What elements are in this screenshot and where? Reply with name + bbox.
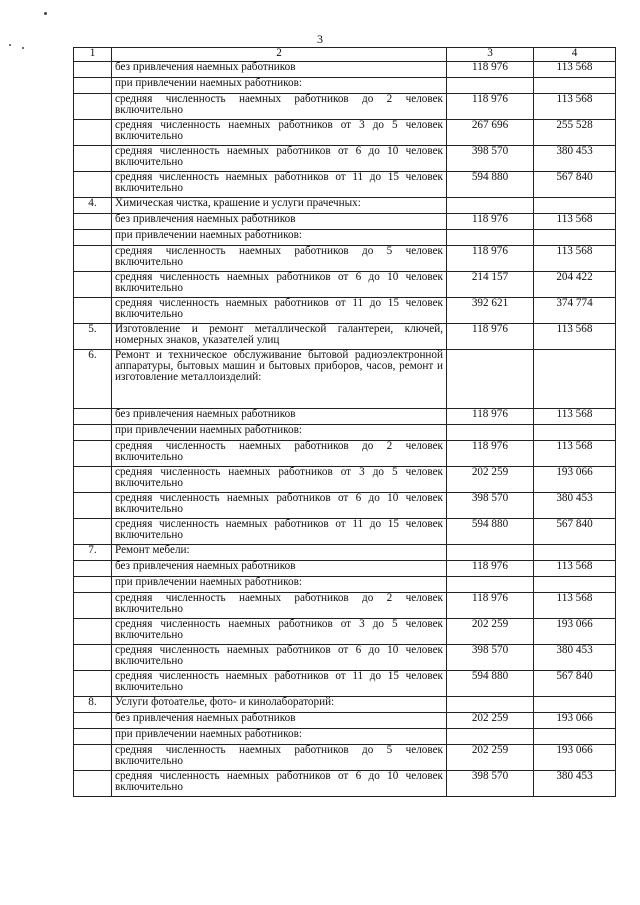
row-number xyxy=(74,593,112,619)
table-row xyxy=(74,441,616,467)
row-number xyxy=(74,519,112,545)
table-row xyxy=(74,78,616,94)
table-row xyxy=(74,172,616,198)
row-value-col4: 113 568 xyxy=(534,214,616,230)
table-row xyxy=(74,324,616,350)
table-row xyxy=(74,198,616,214)
row-number xyxy=(74,214,112,230)
table-row xyxy=(74,62,616,78)
row-description: Химическая чистка, крашение и услуги прачечных: xyxy=(112,198,447,214)
table-row xyxy=(74,214,616,230)
row-number xyxy=(74,146,112,172)
row-value-col4 xyxy=(534,545,616,561)
row-number xyxy=(74,577,112,593)
table-row xyxy=(74,120,616,146)
page-number: 3 xyxy=(317,32,323,46)
table-row xyxy=(74,545,616,561)
row-description: средняя численность наемных работников от 6 до 10 человек включительно xyxy=(112,493,447,519)
row-number xyxy=(74,409,112,425)
row-value-col3: 118 976 xyxy=(447,593,534,619)
row-value-col4: 204 422 xyxy=(534,272,616,298)
row-number xyxy=(74,298,112,324)
row-number xyxy=(74,94,112,120)
row-value-col4: 567 840 xyxy=(534,671,616,697)
row-description: средняя численность наемных работников до 2 человек включительно xyxy=(112,441,447,467)
row-value-col4 xyxy=(534,198,616,214)
row-value-col3 xyxy=(447,545,534,561)
row-number xyxy=(74,771,112,797)
row-value-col4: 380 453 xyxy=(534,146,616,172)
row-value-col3 xyxy=(447,198,534,214)
row-value-col3 xyxy=(447,729,534,745)
row-value-col3: 398 570 xyxy=(447,645,534,671)
table-row xyxy=(74,561,616,577)
row-description: при привлечении наемных работников: xyxy=(112,230,447,246)
row-description: средняя численность наемных работников от 6 до 10 человек включительно xyxy=(112,146,447,172)
row-number: 7. xyxy=(74,545,112,561)
row-value-col3: 594 880 xyxy=(447,172,534,198)
row-number xyxy=(74,230,112,246)
row-value-col4 xyxy=(534,230,616,246)
row-description: при привлечении наемных работников: xyxy=(112,729,447,745)
table-row xyxy=(74,697,616,713)
row-value-col4: 567 840 xyxy=(534,519,616,545)
row-value-col4: 193 066 xyxy=(534,713,616,729)
row-number xyxy=(74,745,112,771)
row-value-col3: 202 259 xyxy=(447,467,534,493)
row-value-col3: 202 259 xyxy=(447,619,534,645)
row-value-col3: 594 880 xyxy=(447,519,534,545)
table-row xyxy=(74,94,616,120)
row-value-col4: 113 568 xyxy=(534,593,616,619)
row-value-col3: 214 157 xyxy=(447,272,534,298)
column-header: 2 xyxy=(112,48,447,62)
row-value-col4 xyxy=(534,697,616,713)
table-row xyxy=(74,146,616,172)
row-value-col4: 113 568 xyxy=(534,62,616,78)
row-number xyxy=(74,62,112,78)
row-description: средняя численность наемных работников до 2 человек включительно xyxy=(112,94,447,120)
row-value-col4 xyxy=(534,350,616,409)
row-description: средняя численность наемных работников от 11 до 15 человек включительно xyxy=(112,519,447,545)
row-value-col4: 113 568 xyxy=(534,561,616,577)
row-description: средняя численность наемных работников от 6 до 10 человек включительно xyxy=(112,771,447,797)
row-description: при привлечении наемных работников: xyxy=(112,78,447,94)
row-value-col3: 118 976 xyxy=(447,441,534,467)
column-header: 3 xyxy=(447,48,534,62)
row-value-col4: 380 453 xyxy=(534,493,616,519)
row-value-col4: 380 453 xyxy=(534,771,616,797)
row-value-col4: 255 528 xyxy=(534,120,616,146)
row-value-col4: 193 066 xyxy=(534,467,616,493)
row-description: средняя численность наемных работников от 6 до 10 человек включительно xyxy=(112,645,447,671)
row-description: Услуги фотоателье, фото- и кинолабораторий: xyxy=(112,697,447,713)
row-value-col3 xyxy=(447,78,534,94)
row-value-col4: 374 774 xyxy=(534,298,616,324)
row-value-col3 xyxy=(447,577,534,593)
row-number xyxy=(74,493,112,519)
table-row xyxy=(74,467,616,493)
table-row xyxy=(74,645,616,671)
row-description: без привлечения наемных работников xyxy=(112,409,447,425)
row-value-col3: 118 976 xyxy=(447,94,534,120)
row-value-col4 xyxy=(534,78,616,94)
table-row xyxy=(74,298,616,324)
row-value-col4: 193 066 xyxy=(534,745,616,771)
table-row xyxy=(74,425,616,441)
row-description: средняя численность наемных работников до 2 человек включительно xyxy=(112,593,447,619)
row-value-col3: 594 880 xyxy=(447,671,534,697)
row-value-col4: 113 568 xyxy=(534,94,616,120)
row-value-col4: 113 568 xyxy=(534,409,616,425)
row-value-col3: 118 976 xyxy=(447,62,534,78)
row-description: без привлечения наемных работников xyxy=(112,561,447,577)
row-number xyxy=(74,619,112,645)
table-row xyxy=(74,272,616,298)
row-value-col3: 392 621 xyxy=(447,298,534,324)
row-value-col4 xyxy=(534,729,616,745)
table-row xyxy=(74,230,616,246)
table-row xyxy=(74,350,616,409)
row-description: средняя численность наемных работников от 3 до 5 человек включительно xyxy=(112,619,447,645)
row-value-col3: 398 570 xyxy=(447,146,534,172)
row-value-col4: 113 568 xyxy=(534,441,616,467)
scan-speck xyxy=(44,12,47,15)
table-row xyxy=(74,519,616,545)
row-description: Ремонт мебели: xyxy=(112,545,447,561)
row-number xyxy=(74,120,112,146)
column-header: 1 xyxy=(74,48,112,62)
row-description: Изготовление и ремонт металлической галантереи, ключей, номерных знаков, указателей улиц xyxy=(112,324,447,350)
row-value-col4: 567 840 xyxy=(534,172,616,198)
row-value-col3 xyxy=(447,425,534,441)
row-description: Ремонт и техническое обслуживание бытовой радиоэлектронной аппаратуры, бытовых машин и бытовых приборов, часов, ремонт и изготовление металлоизделий: xyxy=(112,350,447,409)
row-number xyxy=(74,425,112,441)
row-value-col3: 118 976 xyxy=(447,246,534,272)
row-value-col3: 118 976 xyxy=(447,324,534,350)
row-value-col4 xyxy=(534,577,616,593)
row-number xyxy=(74,246,112,272)
row-description: без привлечения наемных работников xyxy=(112,713,447,729)
table-row xyxy=(74,577,616,593)
row-value-col3: 202 259 xyxy=(447,745,534,771)
row-number xyxy=(74,729,112,745)
row-description: средняя численность наемных работников от 11 до 15 человек включительно xyxy=(112,671,447,697)
row-value-col3 xyxy=(447,697,534,713)
row-number xyxy=(74,78,112,94)
table-row xyxy=(74,729,616,745)
row-description: без привлечения наемных работников xyxy=(112,62,447,78)
row-value-col3: 398 570 xyxy=(447,493,534,519)
row-number xyxy=(74,671,112,697)
tariff-table xyxy=(73,47,616,797)
column-header: 4 xyxy=(534,48,616,62)
row-value-col4: 113 568 xyxy=(534,324,616,350)
row-value-col3 xyxy=(447,350,534,409)
row-number xyxy=(74,441,112,467)
row-value-col3: 202 259 xyxy=(447,713,534,729)
row-description: средняя численность наемных работников от 11 до 15 человек включительно xyxy=(112,298,447,324)
row-value-col4: 193 066 xyxy=(534,619,616,645)
row-description: средняя численность наемных работников от 3 до 5 человек включительно xyxy=(112,467,447,493)
table-header-row xyxy=(74,48,616,62)
row-value-col3: 118 976 xyxy=(447,409,534,425)
table-row xyxy=(74,593,616,619)
row-value-col3: 398 570 xyxy=(447,771,534,797)
row-value-col4 xyxy=(534,425,616,441)
row-number xyxy=(74,272,112,298)
row-description: средняя численность наемных работников до 5 человек включительно xyxy=(112,246,447,272)
row-number: 5. xyxy=(74,324,112,350)
row-description: при привлечении наемных работников: xyxy=(112,425,447,441)
table-row xyxy=(74,619,616,645)
row-number xyxy=(74,645,112,671)
row-description: при привлечении наемных работников: xyxy=(112,577,447,593)
row-description: средняя численность наемных работников до 5 человек включительно xyxy=(112,745,447,771)
row-number xyxy=(74,467,112,493)
row-description: средняя численность наемных работников от 11 до 15 человек включительно xyxy=(112,172,447,198)
row-value-col3: 267 696 xyxy=(447,120,534,146)
table-row xyxy=(74,713,616,729)
row-description: средняя численность наемных работников от 6 до 10 человек включительно xyxy=(112,272,447,298)
table-row xyxy=(74,671,616,697)
row-value-col3: 118 976 xyxy=(447,214,534,230)
row-number xyxy=(74,172,112,198)
scan-speck xyxy=(22,47,24,49)
row-value-col4: 380 453 xyxy=(534,645,616,671)
row-value-col4: 113 568 xyxy=(534,246,616,272)
table-row xyxy=(74,246,616,272)
row-number xyxy=(74,713,112,729)
row-number: 8. xyxy=(74,697,112,713)
row-description: средняя численность наемных работников от 3 до 5 человек включительно xyxy=(112,120,447,146)
row-description: без привлечения наемных работников xyxy=(112,214,447,230)
row-value-col3: 118 976 xyxy=(447,561,534,577)
row-number: 4. xyxy=(74,198,112,214)
row-number: 6. xyxy=(74,350,112,409)
table-row xyxy=(74,409,616,425)
table-row xyxy=(74,493,616,519)
row-value-col3 xyxy=(447,230,534,246)
table-row xyxy=(74,771,616,797)
row-number xyxy=(74,561,112,577)
table-row xyxy=(74,745,616,771)
